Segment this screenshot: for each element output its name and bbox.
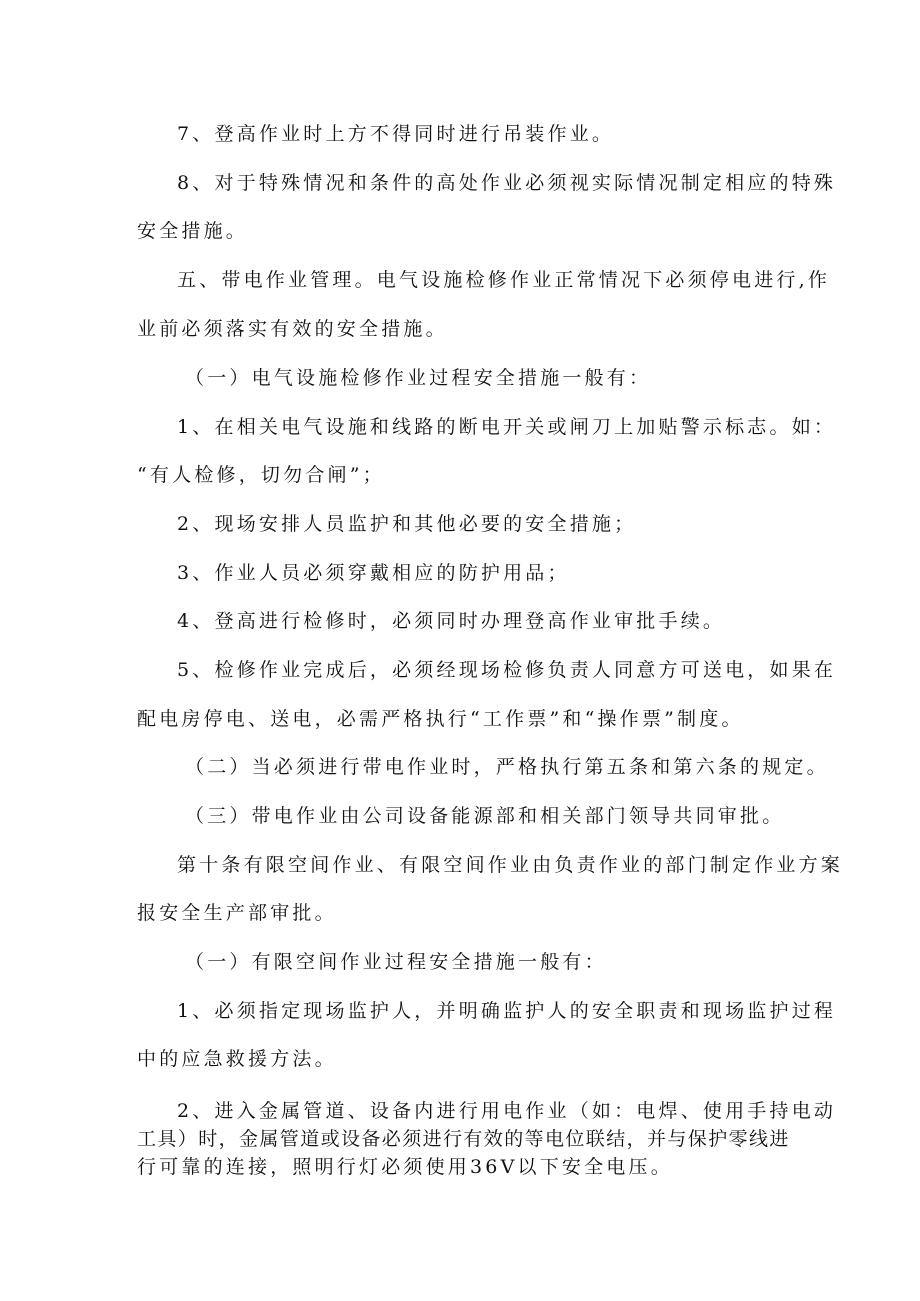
paragraph-line: 7、登高作业时上方不得同时进行吊装作业。 [177,123,615,145]
paragraph-line: 2、现场安排人员监护和其他必要的安全措施； [177,513,637,535]
paragraph-line: （三）带电作业由公司设备能源部和相关部门领导共同审批。 [185,805,785,827]
paragraph-line: 安全措施。 [137,220,249,242]
paragraph-line: 8、对于特殊情况和条件的高处作业必须视实际情况制定相应的特殊 [177,172,837,194]
paragraph-line: 工具）时，金属管道或设备必须进行有效的等电位联结，并与保护零线进 [137,1128,790,1150]
paragraph-line: 业前必须落实有效的安全措施。 [137,318,448,340]
paragraph-line: 1、必须指定现场监护人，并明确监护人的安全职责和现场监护过程 [177,1000,837,1022]
paragraph-line: 报安全生产部审批。 [137,902,337,924]
paragraph-line: 第十条有限空间作业、有限空间作业由负责作业的部门制定作业方案 [177,854,844,876]
paragraph-line: 配电房停电、送电，必需严格执行“工作票”和“操作票”制度。 [137,708,744,730]
paragraph-line: 2、进入金属管道、设备内进行用电作业（如：电焊、使用手持电动 [177,1100,837,1122]
paragraph-line: 中的应急救援方法。 [137,1048,337,1070]
paragraph-line: （二）当必须进行带电作业时，严格执行第五条和第六条的规定。 [185,756,829,778]
paragraph-line: 4、登高进行检修时，必须同时办理登高作业审批手续。 [177,610,726,632]
paragraph-line: 1、在相关电气设施和线路的断电开关或闸刀上加贴警示标志。如： [177,416,837,438]
paragraph-line: （一）有限空间作业过程安全措施一般有： [185,951,607,973]
paragraph-line: 五、带电作业管理。电气设施检修作业正常情况下必须停电进行,作 [177,269,831,291]
paragraph-line: “有人检修，切勿合闸”； [137,464,385,486]
paragraph-line: 行可靠的连接，照明行灯必须使用36V以下安全电压。 [137,1156,673,1178]
paragraph-line: 3、作业人员必须穿戴相应的防护用品； [177,562,570,584]
paragraph-line: 5、检修作业完成后，必须经现场检修负责人同意方可送电，如果在 [177,659,837,681]
paragraph-line: （一）电气设施检修作业过程安全措施一般有： [185,367,652,389]
